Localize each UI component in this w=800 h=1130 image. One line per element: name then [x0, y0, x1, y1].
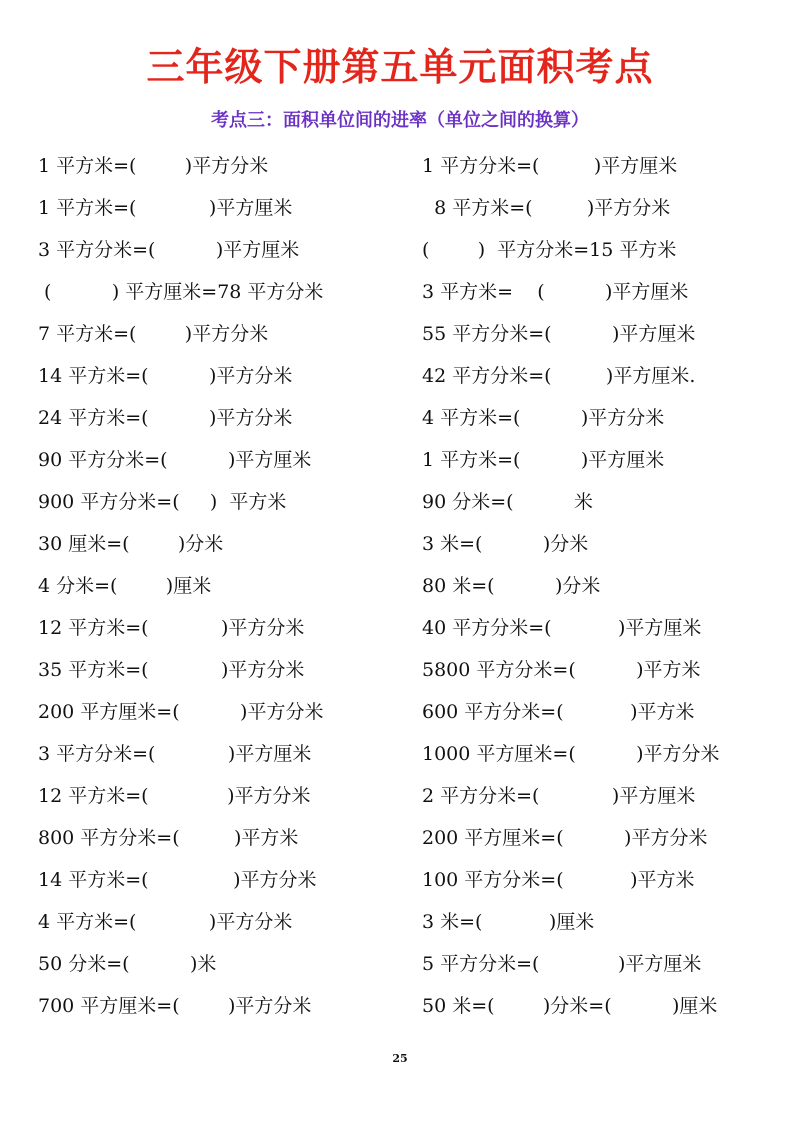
problem-left: 12 平方米=( )平方分米: [38, 617, 305, 639]
problem-row: [0, 229, 800, 271]
problem-left: 200 平方厘米=( )平方分米: [38, 701, 324, 723]
problem-right: ( ) 平方分米=15 平方米: [422, 239, 677, 261]
problem-right: 5 平方分米=( )平方厘米: [422, 953, 702, 975]
problem-left: 30 厘米=( )分米: [38, 533, 224, 555]
problem-row: [0, 313, 800, 355]
problem-list: [0, 145, 800, 1027]
problem-row: [0, 271, 800, 313]
problem-left: 50 分米=( )米: [38, 953, 217, 975]
problem-row: [0, 607, 800, 649]
problem-row: [0, 817, 800, 859]
problem-row: [0, 145, 800, 187]
problem-right: 3 米=( )厘米: [422, 911, 595, 933]
page-title: 三年级下册第五单元面积考点: [146, 45, 654, 89]
problem-row: [0, 187, 800, 229]
problem-row: [0, 775, 800, 817]
problem-row: [0, 901, 800, 943]
problem-row: [0, 859, 800, 901]
section-subtitle: 考点三：面积单位间的进率（单位之间的换算）: [211, 110, 589, 131]
problem-right: 3 米=( )分米: [422, 533, 589, 555]
problem-right: 200 平方厘米=( )平方分米: [422, 827, 708, 849]
problem-right: 90 分米=( 米: [422, 491, 593, 513]
problem-row: [0, 691, 800, 733]
problem-right: 1 平方米=( )平方厘米: [422, 449, 665, 471]
problem-left: 800 平方分米=( )平方米: [38, 827, 299, 849]
problem-row: [0, 523, 800, 565]
problem-left: 900 平方分米=( ) 平方米: [38, 491, 287, 513]
problem-right: 50 米=( )分米=( )厘米: [422, 995, 718, 1017]
problem-left: 1 平方米=( )平方厘米: [38, 197, 293, 219]
problem-left: 90 平方分米=( )平方厘米: [38, 449, 312, 471]
problem-right: 80 米=( )分米: [422, 575, 601, 597]
problem-right: 4 平方米=( )平方分米: [422, 407, 665, 429]
problem-left: 14 平方米=( )平方分米: [38, 365, 293, 387]
problem-right: 1000 平方厘米=( )平方分米: [422, 743, 720, 765]
problem-row: [0, 439, 800, 481]
problem-left: 4 平方米=( )平方分米: [38, 911, 293, 933]
problem-right: 3 平方米= ( )平方厘米: [422, 281, 689, 303]
problem-row: [0, 355, 800, 397]
problem-row: [0, 565, 800, 607]
problem-row: [0, 649, 800, 691]
problem-left: 12 平方米=( )平方分米: [38, 785, 311, 807]
problem-row: [0, 733, 800, 775]
problem-right: 42 平方分米=( )平方厘米.: [422, 365, 696, 387]
problem-left: 1 平方米=( )平方分米: [38, 155, 269, 177]
problem-row: [0, 397, 800, 439]
page-number: 25: [392, 1052, 408, 1065]
problem-row: [0, 943, 800, 985]
problem-row: [0, 481, 800, 523]
problem-left: 7 平方米=( )平方分米: [38, 323, 269, 345]
problem-right: 600 平方分米=( )平方米: [422, 701, 695, 723]
problem-left: 24 平方米=( )平方分米: [38, 407, 293, 429]
problem-right: 100 平方分米=( )平方米: [422, 869, 695, 891]
problem-right: 8 平方米=( )平方分米: [422, 197, 671, 219]
problem-left: ( ) 平方厘米=78 平方分米: [38, 281, 324, 303]
problem-left: 700 平方厘米=( )平方分米: [38, 995, 312, 1017]
problem-left: 3 平方分米=( )平方厘米: [38, 239, 300, 261]
problem-right: 1 平方分米=( )平方厘米: [422, 155, 678, 177]
problem-left: 4 分米=( )厘米: [38, 575, 212, 597]
problem-row: [0, 985, 800, 1027]
problem-right: 55 平方分米=( )平方厘米: [422, 323, 696, 345]
problem-right: 40 平方分米=( )平方厘米: [422, 617, 702, 639]
problem-left: 14 平方米=( )平方分米: [38, 869, 317, 891]
problem-left: 3 平方分米=( )平方厘米: [38, 743, 312, 765]
problem-right: 5800 平方分米=( )平方米: [422, 659, 701, 681]
problem-right: 2 平方分米=( )平方厘米: [422, 785, 696, 807]
problem-left: 35 平方米=( )平方分米: [38, 659, 305, 681]
